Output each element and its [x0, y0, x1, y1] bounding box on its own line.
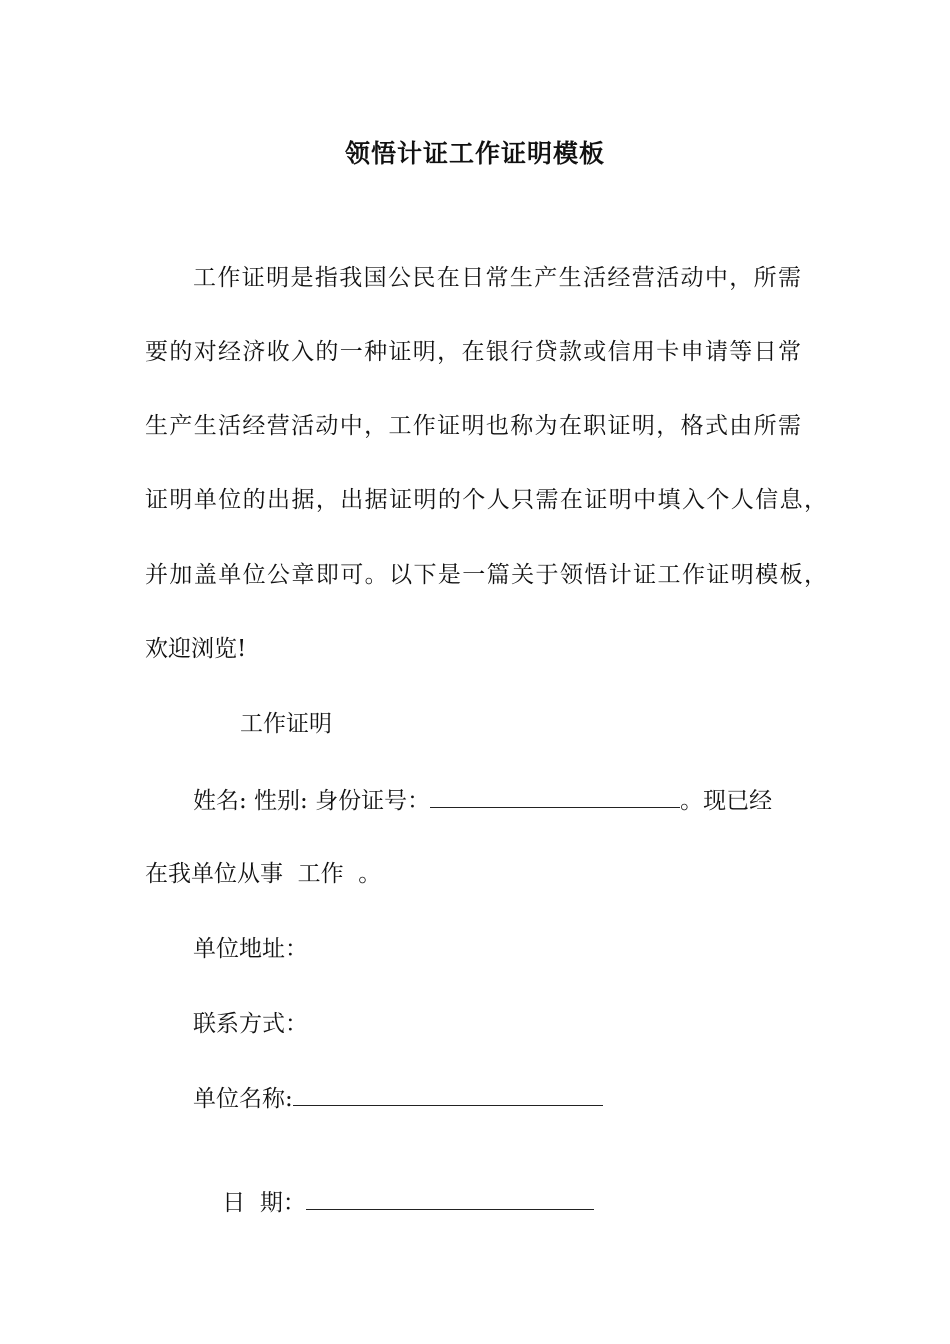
intro-line-6: 欢迎浏览!: [145, 636, 247, 662]
intro-line-5: 并加盖单位公章即可。以下是一篇关于领悟计证工作证明模板，: [145, 562, 827, 588]
name-gender-id-label: 姓名: 性别: 身份证号：: [193, 788, 431, 814]
employment-line: 在我单位从事 工作 。: [145, 861, 382, 887]
certificate-heading: 工作证明: [240, 711, 332, 737]
name-gender-id-line: [193, 785, 772, 816]
contact-label: 联系方式：: [193, 1011, 308, 1037]
document-title: 领悟计证工作证明模板: [344, 139, 605, 168]
intro-line-3: 生产生活经营活动中，工作证明也称为在职证明，格式由所需: [145, 413, 801, 439]
intro-line-1: 工作证明是指我国公民在日常生产生活经营活动中，所需: [193, 265, 801, 291]
unit-name-line: [193, 1083, 603, 1114]
unit-name-blank[interactable]: [293, 1083, 603, 1106]
date-blank[interactable]: [306, 1187, 594, 1210]
id-number-blank[interactable]: [430, 785, 680, 808]
date-line: [193, 1157, 594, 1248]
intro-line-4: 证明单位的出据，出据证明的个人只需在证明中填入个人信息，: [145, 487, 827, 513]
employment-continuation: 。现已经: [680, 788, 773, 814]
unit-address-label: 单位地址：: [193, 936, 308, 962]
date-label: 日 期：: [222, 1190, 306, 1216]
intro-line-2: 要的对经济收入的一种证明，在银行贷款或信用卡申请等日常: [145, 339, 801, 365]
unit-name-label: 单位名称:: [193, 1086, 293, 1112]
